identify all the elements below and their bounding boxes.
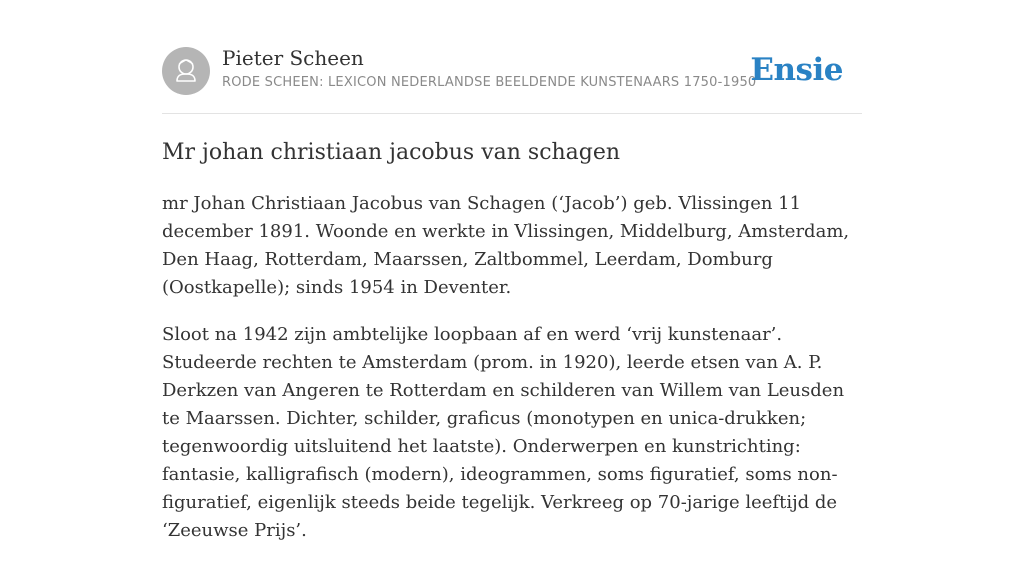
user-icon <box>162 47 210 95</box>
author-name[interactable]: Pieter Scheen <box>222 46 364 70</box>
article-title: Mr johan christiaan jacobus van schagen <box>162 140 621 165</box>
source-title[interactable]: RODE SCHEEN: LEXICON NEDERLANDSE BEELDENDE KUNSTENAARS 1750-1950 <box>222 75 757 90</box>
article-header <box>162 0 862 114</box>
ensie-logo[interactable]: Ensie <box>750 52 843 88</box>
article-paragraph: Sloot na 1942 zijn ambtelijke loopbaan af en werd ‘vrij kunstenaar’. Studeerde rechten te Amsterdam (prom. in 1920), leerde etsen van A. P. Derkzen van Angeren te Rotterdam en schilderen van Willem van Leusden te Maarssen. Dichter, schilder, graficus (monotypen en unica-drukken; tegenwoordig uitsluitend het laatste). Onderwerpen en kunstrichting: fantasie, kalligrafisch (modern), ideogrammen, soms figuratief, soms non-figuratief, eigenlijk steeds beide tegelijk. Verkreeg op 70-jarige leeftijd de ‘Zeeuwse Prijs’. <box>162 324 845 541</box>
author-block <box>222 44 756 92</box>
article-body <box>162 190 862 564</box>
article-paragraph: mr Johan Christiaan Jacobus van Schagen (‘Jacob’) geb. Vlissingen 11 december 1891. Woonde en werkte in Vlissingen, Middelburg, Amsterdam, Den Haag, Rotterdam, Maarssen, Zaltbommel, Leerdam, Domburg (Oostkapelle); sinds 1954 in Deventer. <box>162 193 850 298</box>
article-container <box>162 0 862 541</box>
avatar[interactable] <box>162 47 210 95</box>
